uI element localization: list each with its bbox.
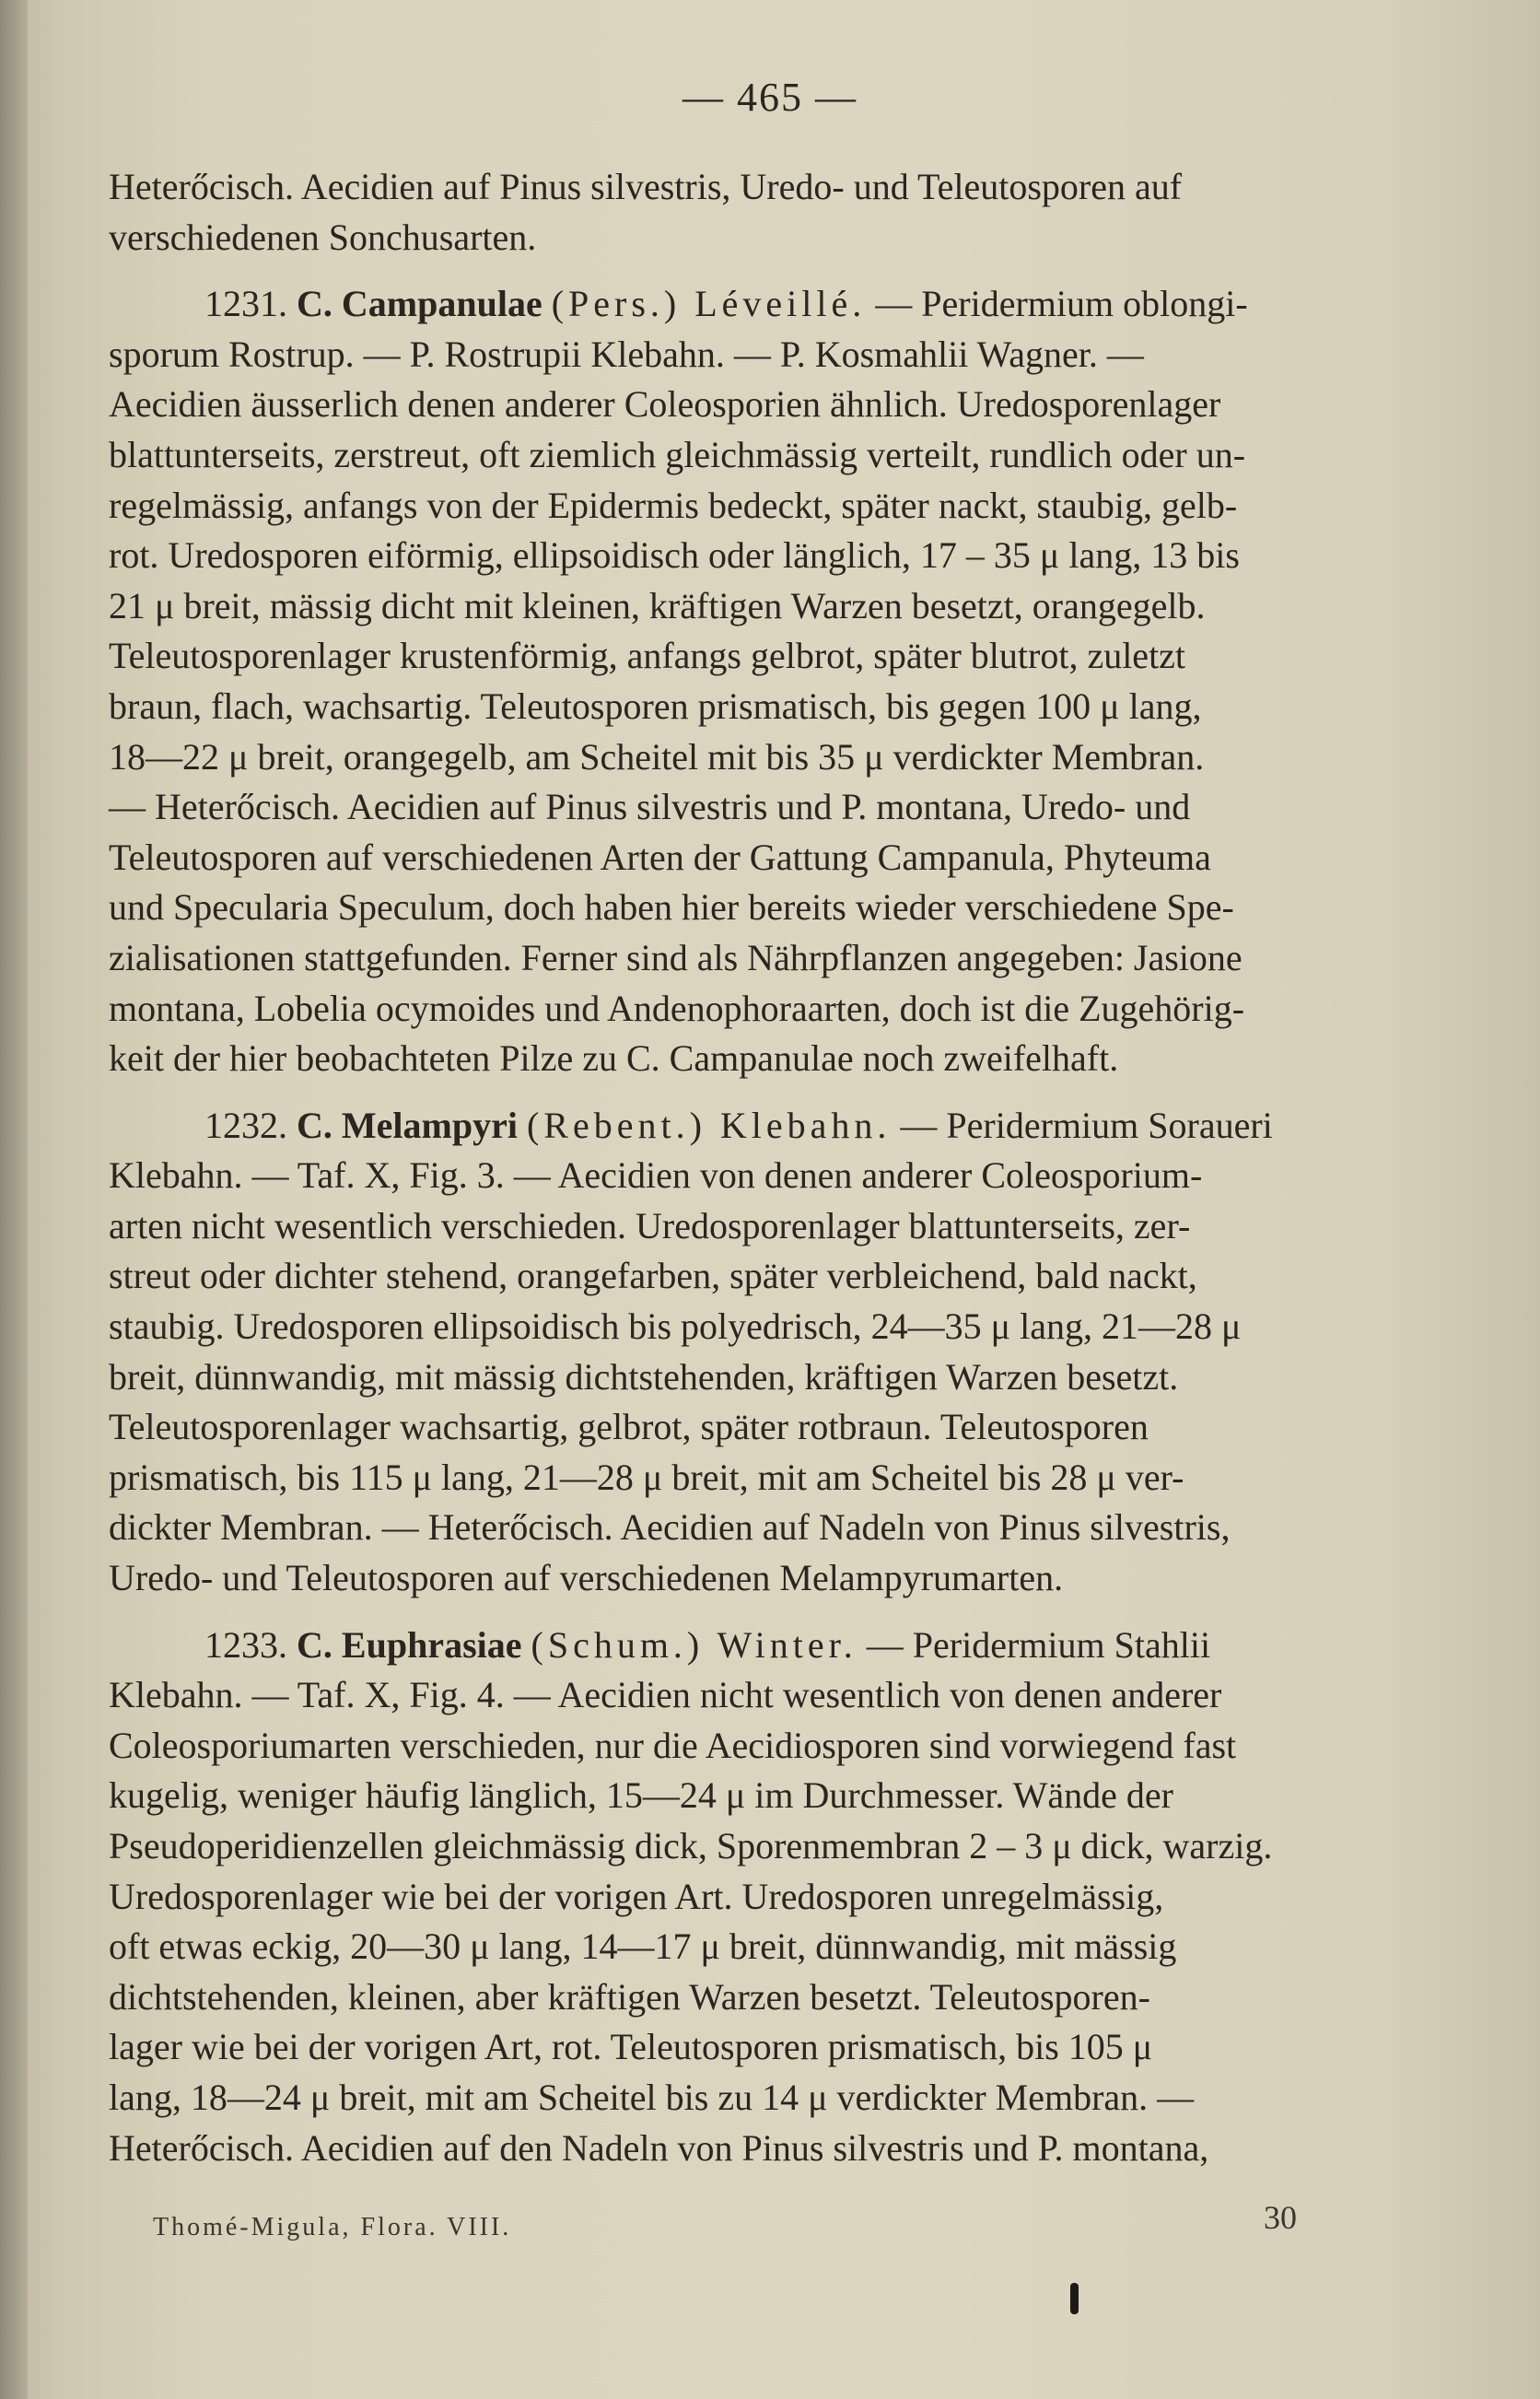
entry-heading-rest: — Peridermium oblongi- xyxy=(866,283,1248,325)
entry-1232 xyxy=(109,1101,1446,1604)
text-line: verschiedenen Sonchusarten. xyxy=(109,216,537,258)
entry-genus: C. xyxy=(297,1623,332,1666)
text-line: blattunterseits, zerstreut, oft ziemlich gleichmässig verteilt, rundlich oder un- xyxy=(109,433,1246,475)
text-line: Uredosporenlager wie bei der vorigen Art. Uredosporen unregelmässig, xyxy=(109,1875,1164,1917)
entry-number: 1231. xyxy=(204,283,287,325)
text-line: kugelig, weniger häufig länglich, 15—24 μ im Durchmesser. Wände der xyxy=(109,1774,1173,1817)
text-line: lang, 18—24 μ breit, mit am Scheitel bis zu 14 μ verdickter Membran. — xyxy=(109,2076,1195,2118)
text-line: Heterőcisch. Aecidien auf den Nadeln von Pinus silvestris und P. montana, xyxy=(109,2126,1209,2169)
page-text xyxy=(109,162,1446,2173)
text-line: zialisationen stattgefunden. Ferner sind als Nährpflanzen angegeben: Jasione xyxy=(109,936,1242,978)
text-line: und Specularia Speculum, doch haben hier bereits wieder verschiedene Spe- xyxy=(109,886,1234,929)
footer-book-title: Thomé-Migula, Flora. VIII. xyxy=(153,2213,512,2241)
text-line: Teleutosporenlager wachsartig, gelbrot, später rotbraun. Teleutosporen xyxy=(109,1406,1149,1448)
entry-species: Campanulae xyxy=(341,283,542,325)
text-line: staubig. Uredosporen ellipsoidisch bis polyedrisch, 24—35 μ lang, 21—28 μ xyxy=(109,1305,1242,1348)
text-line: Pseudoperidienzellen gleichmässig dick, Sporenmembran 2 – 3 μ dick, warzig. xyxy=(109,1825,1273,1867)
text-line: regelmässig, anfangs von der Epidermis bedeckt, später nackt, staubig, gelb- xyxy=(109,484,1238,526)
text-line: Klebahn. — Taf. X, Fig. 3. — Aecidien von denen anderer Coleosporium- xyxy=(109,1154,1203,1197)
text-line: arten nicht wesentlich verschieden. Uredosporenlager blattunterseits, zer- xyxy=(109,1204,1191,1246)
text-line: braun, flach, wachsartig. Teleutosporen prismatisch, bis gegen 100 μ lang, xyxy=(109,685,1202,727)
text-line: 21 μ breit, mässig dicht mit kleinen, kräftigen Warzen besetzt, orangegelb. xyxy=(109,584,1206,626)
footer-signature-number: 30 xyxy=(1264,2199,1297,2236)
text-line: Klebahn. — Taf. X, Fig. 4. — Aecidien nicht wesentlich von denen anderer xyxy=(109,1674,1222,1716)
entry-species: Euphrasiae xyxy=(341,1623,522,1666)
text-line: montana, Lobelia ocymoides und Andenophoraarten, doch ist die Zugehörig- xyxy=(109,987,1245,1029)
text-line: breit, dünnwandig, mit mässig dichtstehenden, kräftigen Warzen besetzt. xyxy=(109,1355,1179,1398)
text-line: rot. Uredosporen eiförmig, ellipsoidisch oder länglich, 17 – 35 μ lang, 13 bis xyxy=(109,534,1240,577)
text-line: dickter Membran. — Heterőcisch. Aecidien auf Nadeln von Pinus silvestris, xyxy=(109,1506,1231,1549)
text-line: Aecidien äusserlich denen anderer Coleosporien ähnlich. Uredosporenlager xyxy=(109,383,1221,426)
text-line: prismatisch, bis 115 μ lang, 21—28 μ breit, mit am Scheitel bis 28 μ ver- xyxy=(109,1456,1184,1498)
entry-species: Melampyri xyxy=(341,1104,518,1146)
page-gutter-shadow xyxy=(0,0,28,2399)
entry-authority: (Rebent.) Klebahn. xyxy=(526,1104,892,1146)
text-line: oft etwas eckig, 20—30 μ lang, 14—17 μ breit, dünnwandig, mit mässig xyxy=(109,1925,1177,1968)
intro-paragraph xyxy=(109,162,1446,263)
text-line: lager wie bei der vorigen Art, rot. Teleutosporen prismatisch, bis 105 μ xyxy=(109,2026,1153,2068)
entry-heading-rest: — Peridermium Soraueri xyxy=(891,1104,1273,1146)
entry-1233 xyxy=(109,1621,1446,2174)
entry-1231 xyxy=(109,279,1446,1084)
text-line: dichtstehenden, kleinen, aber kräftigen Warzen besetzt. Teleutosporen- xyxy=(109,1975,1150,2018)
text-line: keit der hier beobachteten Pilze zu C. Campanulae noch zweifelhaft. xyxy=(109,1037,1119,1080)
entry-number: 1232. xyxy=(204,1104,287,1146)
text-line: Teleutosporenlager krustenförmig, anfangs gelbrot, später blutrot, zuletzt xyxy=(109,635,1186,677)
text-line: sporum Rostrup. — P. Rostrupii Klebahn. — P. Kosmahlii Wagner. — xyxy=(109,333,1144,375)
entry-genus: C. xyxy=(297,283,332,325)
ink-smudge xyxy=(1070,2283,1079,2314)
page-number: — 465 — xyxy=(682,75,858,120)
entry-heading-rest: — Peridermium Stahlii xyxy=(857,1623,1211,1666)
text-line: streut oder dichter stehend, orangefarben, später verbleichend, bald nackt, xyxy=(109,1255,1197,1297)
entry-authority: (Pers.) Léveillé. xyxy=(551,283,867,325)
text-line: Heterőcisch. Aecidien auf Pinus silvestris, Uredo- und Teleutosporen auf xyxy=(109,166,1183,207)
text-line: Teleutosporen auf verschiedenen Arten der Gattung Campanula, Phyteuma xyxy=(109,836,1211,878)
entry-heading-line xyxy=(109,279,1446,330)
entry-number: 1233. xyxy=(204,1623,287,1666)
text-line: Coleosporiumarten verschieden, nur die Aecidiosporen sind vorwiegend fast xyxy=(109,1724,1237,1766)
entry-authority: (Schum.) Winter. xyxy=(531,1623,858,1666)
text-line: Uredo- und Teleutosporen auf verschiedenen Melampyrumarten. xyxy=(109,1557,1064,1599)
page-footer xyxy=(109,2193,1446,2248)
entry-genus: C. xyxy=(297,1104,332,1146)
entry-heading-line xyxy=(109,1101,1446,1152)
text-line: 18—22 μ breit, orangegelb, am Scheitel mit bis 35 μ verdickter Membran. xyxy=(109,735,1205,778)
entry-heading-line xyxy=(109,1621,1446,1671)
text-line: — Heterőcisch. Aecidien auf Pinus silvestris und P. montana, Uredo- und xyxy=(109,786,1191,828)
